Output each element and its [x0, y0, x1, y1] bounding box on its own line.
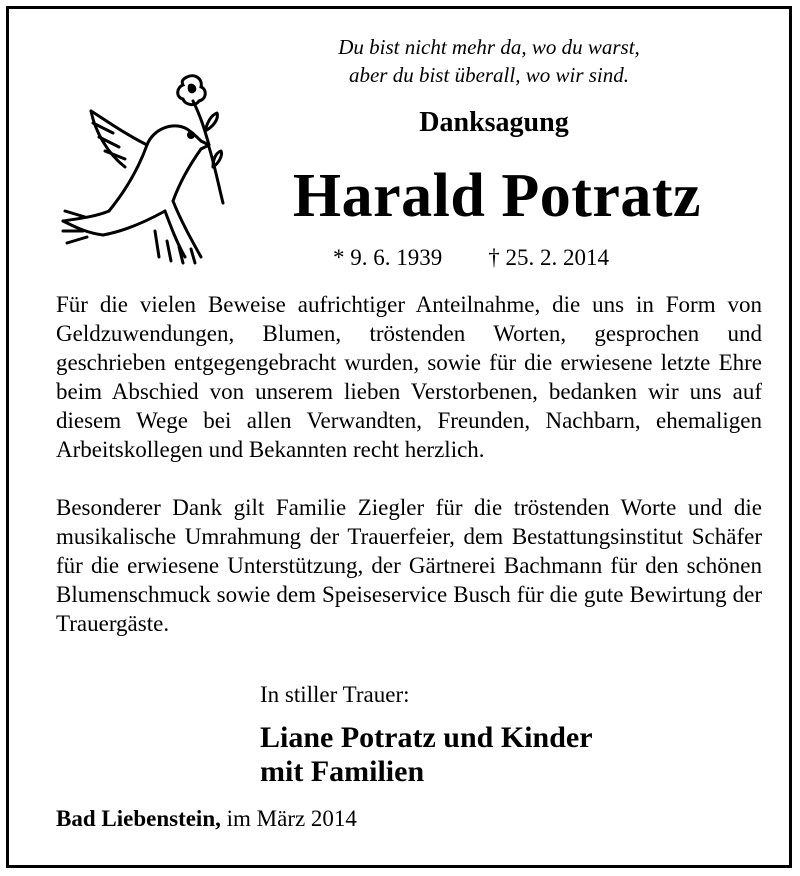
signers: [260, 721, 593, 789]
motto: [274, 33, 704, 89]
place-and-date: [56, 806, 357, 832]
life-dates: [333, 245, 609, 271]
birth-date: * 9. 6. 1939: [333, 245, 443, 270]
signer-line: mit Familien: [260, 755, 425, 788]
death-date: † 25. 2. 2014: [488, 245, 609, 270]
thanks-paragraph: Für die vielen Beweise aufrichtiger Anteilnahme, die uns in Form von Geldzuwendungen, Blumen, tröstenden Worten, gesprochen und geschrieben entgegengebracht wurden, sowie für die erwiesene letzte Ehre beim Abschied von unserem lieben Verstorbenen, bedanken wir uns auf diesem Wege bei allen Verwandten, Freunden, Nachbarn, ehemaligen Arbeitskollegen und Bekannten recht herzlich.: [56, 292, 762, 462]
deceased-name: Harald Potratz: [292, 162, 702, 230]
special-thanks-paragraph: Besonderer Dank gilt Familie Ziegler für die tröstenden Worte und die musikalische Umrahmung der Trauerfeier, dem Bestattungsinstitut Schäfer für die erwiesene Unterstützung, der Gärtnerei Bachmann für den schönen Blumenschmuck sowie dem Speiseservice Busch für die gute Bewirtung der Trauergäste.: [56, 495, 762, 636]
date-text: im März 2014: [220, 806, 357, 831]
mourning-label: In stiller Trauer:: [260, 682, 410, 707]
place: Bad Liebenstein,: [56, 806, 221, 831]
dove-with-rose-icon: [55, 71, 225, 266]
heading: Danksagung: [419, 107, 569, 138]
obituary-notice: [6, 6, 792, 868]
signer-line: Liane Potratz und Kinder: [260, 721, 593, 754]
motto-line: aber du bist überall, wo wir sind.: [348, 63, 630, 87]
motto-line: Du bist nicht mehr da, wo du warst,: [338, 35, 640, 59]
